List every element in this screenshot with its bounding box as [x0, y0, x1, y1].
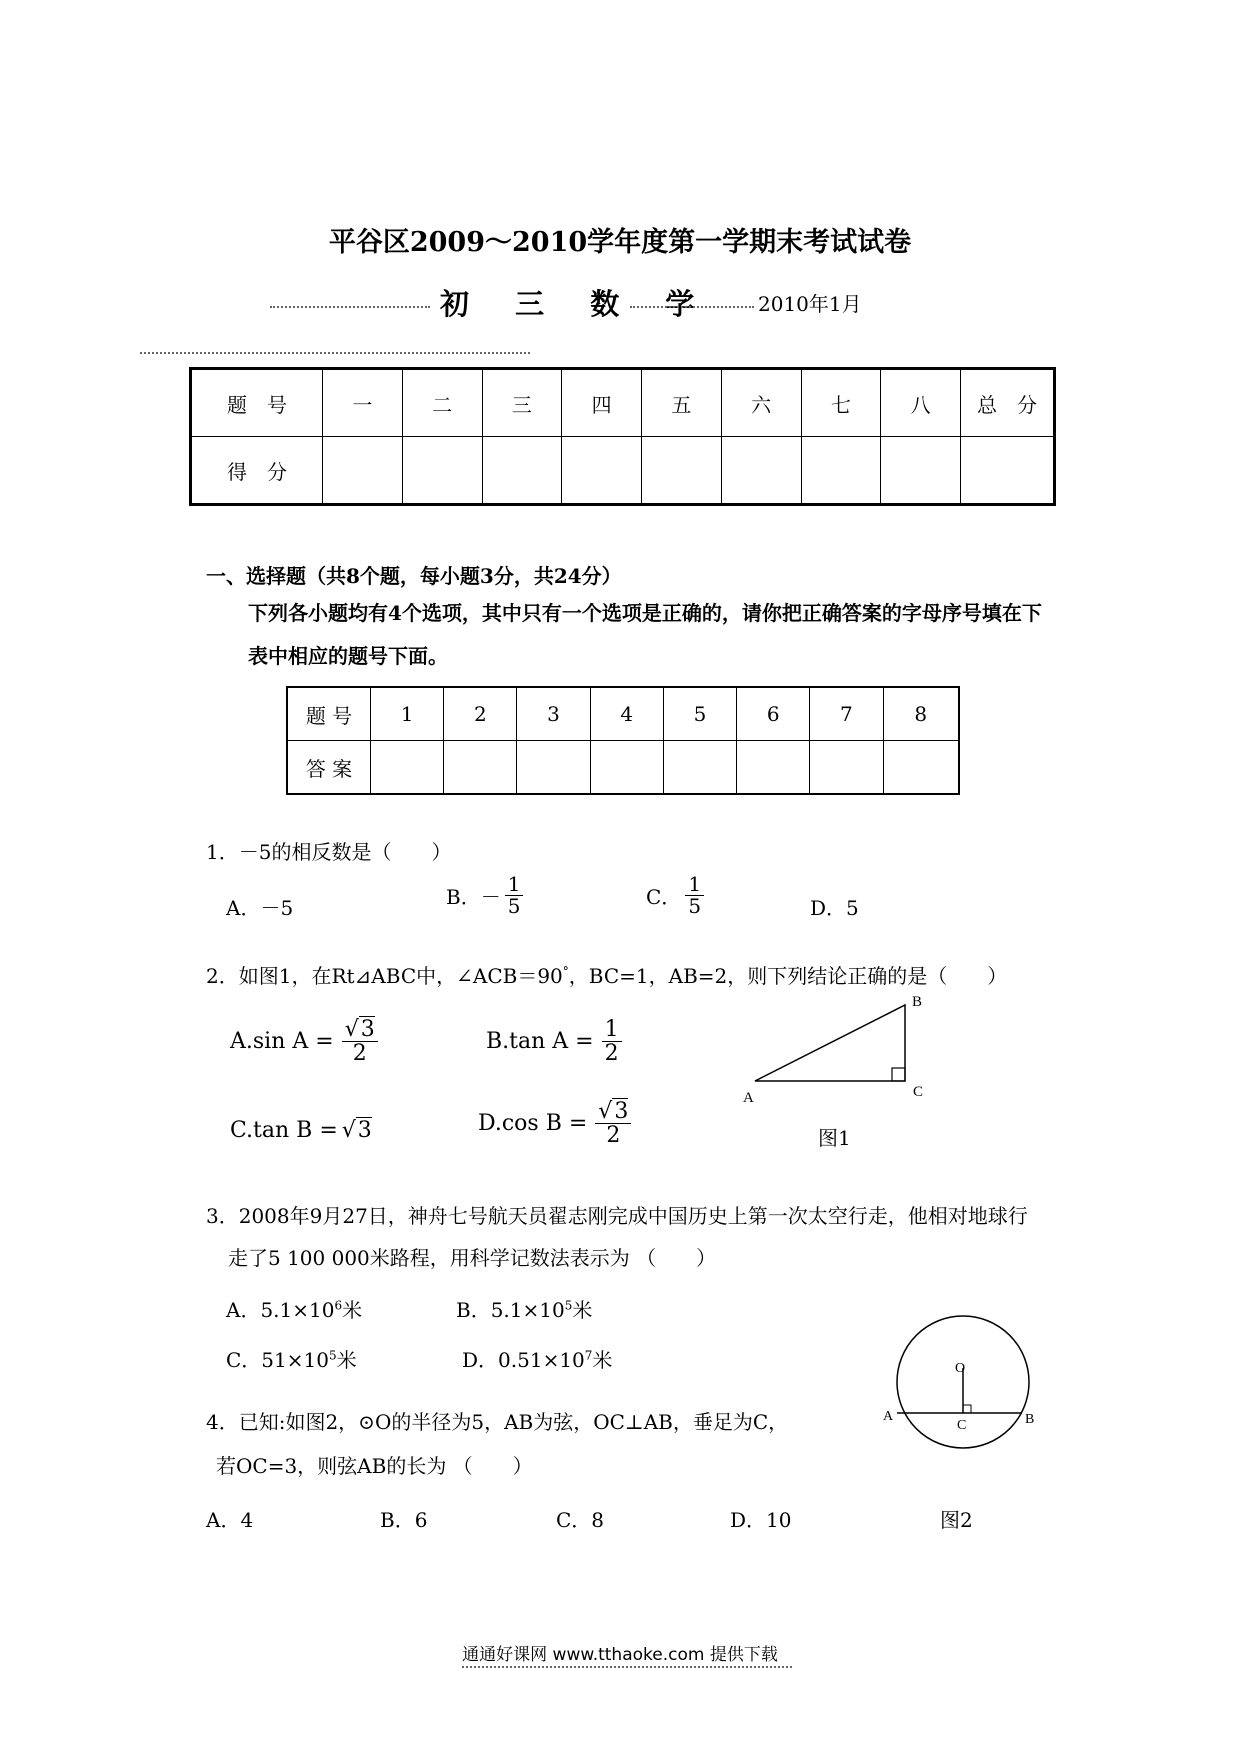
- q1-option-d: D．5: [810, 896, 859, 920]
- table-cell: 五: [642, 369, 722, 437]
- answer-cell[interactable]: [883, 741, 959, 795]
- right-angle-mark: [963, 1405, 971, 1413]
- radicand: 3: [357, 1118, 372, 1143]
- radicand: 3: [614, 1099, 629, 1124]
- table-cell: 4: [590, 687, 663, 741]
- question-2-stem: [206, 960, 1007, 989]
- table-cell: 5: [663, 687, 736, 741]
- table-row: [287, 741, 959, 795]
- section-instruction: 下列各小题均有4个选项，其中只有一个选项是正确的，请你把正确答案的字母序号填在下: [248, 601, 1042, 625]
- score-cell[interactable]: [721, 437, 801, 505]
- table-cell: 二: [402, 369, 482, 437]
- fraction-denominator: 2: [604, 1041, 619, 1067]
- section-instruction: 表中相应的题号下面。: [248, 644, 448, 668]
- score-cell[interactable]: [562, 437, 642, 505]
- dotted-rule: [270, 306, 430, 308]
- q1-option-b: [446, 874, 523, 917]
- q3-option-d: [462, 1344, 612, 1373]
- vertex-label-b: B: [912, 994, 923, 1010]
- option-label: C.tan B =: [230, 1118, 338, 1143]
- q4-option-a: A．4: [206, 1508, 254, 1532]
- fraction-numerator: 1: [685, 874, 704, 896]
- table-row: [287, 687, 959, 741]
- figure-1-caption: 图1: [818, 1126, 851, 1150]
- question-4-line2: 若OC=3，则弦AB的长为 （ ）: [216, 1454, 533, 1478]
- section-heading: 一、选择题（共8个题，每小题3分，共24分）: [206, 564, 622, 588]
- center-label-o: O: [955, 1361, 966, 1376]
- option-base: C．51×10: [226, 1348, 329, 1372]
- fraction: [342, 1018, 378, 1065]
- dotted-rule: [630, 306, 754, 308]
- question-1-stem: 1．－5的相反数是（ ）: [206, 840, 452, 864]
- q1-option-a: A．－5: [226, 896, 294, 920]
- answer-cell[interactable]: [810, 741, 883, 795]
- question-3-line2: 走了5 100 000米路程，用科学记数法表示为 （ ）: [228, 1246, 717, 1270]
- score-cell[interactable]: [801, 437, 881, 505]
- answer-table: [286, 686, 960, 795]
- option-prefix: C．: [646, 885, 682, 909]
- q2-option-c: [230, 1118, 372, 1143]
- answer-cell[interactable]: [444, 741, 517, 795]
- vertex-label-c: C: [913, 1084, 924, 1100]
- sqrt-expression: √3: [341, 1118, 372, 1143]
- table-cell: 7: [810, 687, 883, 741]
- table-cell: 题 号: [287, 687, 371, 741]
- fraction-denominator: 2: [352, 1041, 367, 1067]
- exponent: 5: [564, 1298, 573, 1313]
- subtitle-row: [300, 282, 900, 322]
- answer-cell[interactable]: [663, 741, 736, 795]
- q2-option-d: [478, 1100, 631, 1147]
- q4-option-b: B．6: [380, 1508, 428, 1532]
- table-row: [191, 437, 1055, 505]
- question-3-line1: 3．2008年9月27日，神舟七号航天员翟志刚完成中国历史上第一次太空行走，他相对地球行: [206, 1204, 1028, 1228]
- unit: 米: [342, 1298, 363, 1322]
- q3-option-a: [226, 1294, 362, 1323]
- fraction-numerator: √3: [595, 1100, 631, 1124]
- answer-cell[interactable]: [737, 741, 810, 795]
- q2-option-b: [486, 1018, 622, 1065]
- option-prefix: B．－: [446, 885, 501, 909]
- figure-2-caption: 图2: [940, 1508, 973, 1532]
- exponent: 6: [334, 1298, 343, 1313]
- table-cell: 三: [482, 369, 562, 437]
- right-angle-mark: [892, 1068, 905, 1081]
- exponent: 5: [328, 1348, 337, 1363]
- fraction: [595, 1100, 631, 1147]
- figure-2-circle: [885, 1310, 1055, 1460]
- fraction-numerator: 1: [505, 874, 524, 896]
- radicand: 3: [360, 1017, 375, 1042]
- question-4-line1: 4．已知:如图2，⊙O的半径为5，AB为弦，OC⊥AB，垂足为C，: [206, 1410, 789, 1434]
- exponent: 7: [584, 1348, 593, 1363]
- triangle-shape: [755, 1005, 905, 1081]
- dotted-rule: [462, 1666, 792, 1668]
- table-cell: 1: [371, 687, 444, 741]
- table-cell: 2: [444, 687, 517, 741]
- footer-source: 通通好课网 www.tthaoke.com 提供下载: [462, 1645, 778, 1665]
- table-cell: 8: [883, 687, 959, 741]
- table-cell: 八: [881, 369, 961, 437]
- q1-option-c: [646, 874, 704, 917]
- option-base: D．0.51×10: [462, 1348, 585, 1372]
- point-label-a: A: [883, 1409, 894, 1424]
- q3-option-b: [456, 1294, 592, 1323]
- table-cell: 得 分: [191, 437, 323, 505]
- answer-cell[interactable]: [371, 741, 444, 795]
- table-cell: 6: [737, 687, 810, 741]
- table-cell: 四: [562, 369, 642, 437]
- table-cell: 总 分: [961, 369, 1055, 437]
- table-cell: 六: [721, 369, 801, 437]
- q4-option-d: D．10: [730, 1508, 792, 1532]
- option-base: A．5.1×10: [226, 1298, 335, 1322]
- fraction-denominator: 5: [688, 894, 702, 918]
- score-cell[interactable]: [482, 437, 562, 505]
- exam-date: 2010年1月: [758, 292, 862, 316]
- option-label: A.sin A =: [230, 1029, 334, 1055]
- score-cell[interactable]: [402, 437, 482, 505]
- table-cell: 七: [801, 369, 881, 437]
- q2-option-a: [230, 1018, 378, 1065]
- vertex-label-a: A: [743, 1090, 754, 1106]
- answer-cell[interactable]: [590, 741, 663, 795]
- q3-option-c: [226, 1344, 357, 1373]
- fraction: [685, 874, 704, 917]
- point-label-b: B: [1025, 1412, 1035, 1427]
- option-label: B.tan A =: [486, 1029, 594, 1055]
- subject-title: 初 三 数 学: [440, 287, 713, 321]
- score-cell[interactable]: [961, 437, 1055, 505]
- table-cell: 答 案: [287, 741, 371, 795]
- score-table: [189, 367, 1056, 506]
- table-cell: 3: [517, 687, 590, 741]
- table-row: [191, 369, 1055, 437]
- point-label-c: C: [957, 1418, 967, 1433]
- score-cell[interactable]: [323, 437, 403, 505]
- unit: 米: [592, 1348, 613, 1372]
- fraction: [505, 874, 524, 917]
- q4-option-c: C．8: [556, 1508, 605, 1532]
- exam-title: 平谷区2009～2010学年度第一学期末考试试卷: [328, 227, 912, 258]
- answer-cell[interactable]: [517, 741, 590, 795]
- fraction-denominator: 2: [606, 1123, 621, 1149]
- fraction: [602, 1018, 622, 1065]
- table-cell: 一: [323, 369, 403, 437]
- unit: 米: [572, 1298, 593, 1322]
- fraction-denominator: 5: [507, 894, 521, 918]
- score-cell[interactable]: [881, 437, 961, 505]
- unit: 米: [336, 1348, 357, 1372]
- option-label: D.cos B =: [478, 1111, 588, 1137]
- table-cell: 题 号: [191, 369, 323, 437]
- score-cell[interactable]: [642, 437, 722, 505]
- dotted-rule: [140, 352, 530, 354]
- option-base: B．5.1×10: [456, 1298, 565, 1322]
- stem-part: 2．如图1，在Rt⊿ABC中，∠ACB＝90: [206, 964, 563, 988]
- degree-symbol: °: [562, 964, 569, 979]
- fraction-numerator: 1: [602, 1018, 622, 1042]
- stem-part: ，BC=1，AB=2，则下列结论正确的是（ ）: [568, 964, 1008, 988]
- fraction-numerator: √3: [342, 1018, 378, 1042]
- figure-1-triangle: [740, 990, 940, 1110]
